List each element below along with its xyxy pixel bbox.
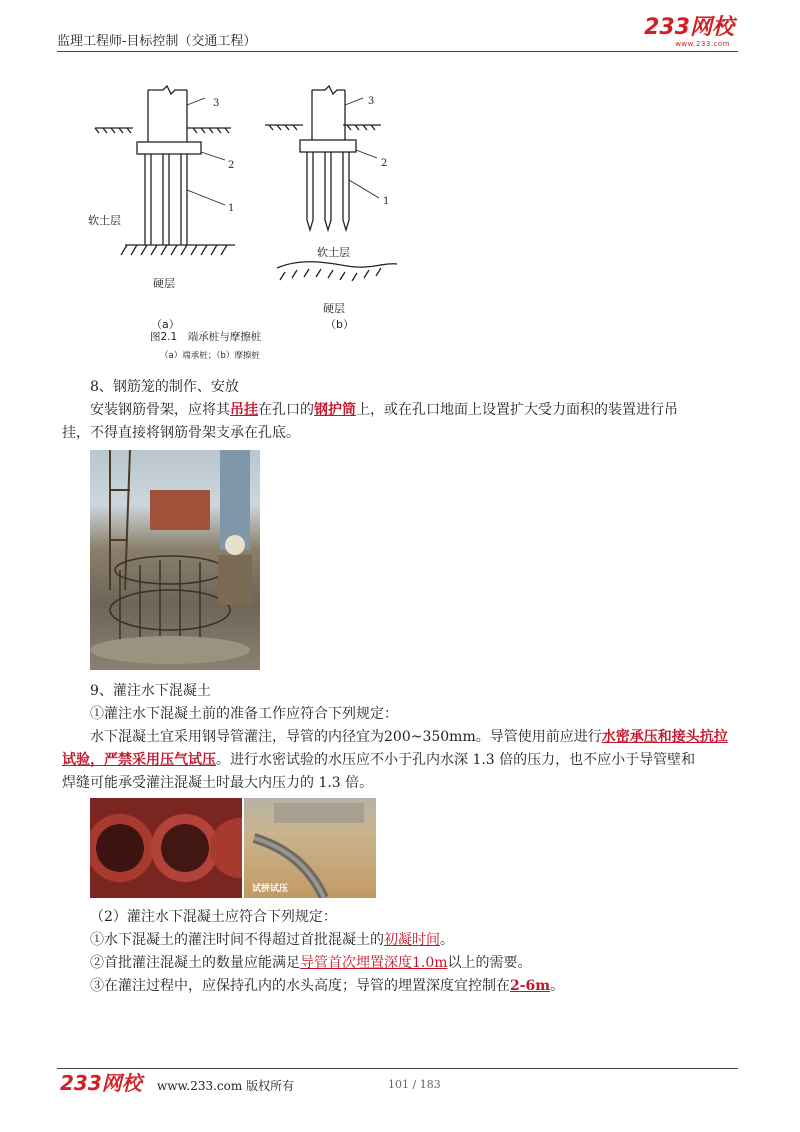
highlight-pressure-test: 水密承压和接头抗拉	[601, 729, 728, 745]
footer-logo: 233网校	[60, 1071, 142, 1095]
footer-divider	[57, 1068, 738, 1069]
text: 。进行水密试验的水压应不小于孔内水深 1.3 倍的压力，也不应小于导管壁和	[216, 752, 696, 768]
figure-caption: 图2.1 端承桩与摩擦桩	[150, 331, 262, 343]
text: ③在灌注过程中，应保持孔内的水头高度；导管的埋置深度宜控制在	[90, 978, 510, 994]
section-8-heading: 8、钢筋笼的制作、安放	[90, 379, 239, 395]
section-8-line2: 挂，不得直接将钢筋骨架支承在孔底。	[62, 425, 300, 441]
text: 。	[440, 932, 454, 948]
label-num3-a: 3	[213, 98, 220, 109]
hard-layer-label-a: 硬层	[153, 277, 175, 290]
photo-label: 试拼试压	[252, 884, 289, 894]
text: 以上的需要。	[447, 955, 532, 971]
document-header-title: 监理工程师-目标控制（交通工程）	[57, 34, 257, 49]
page-number: 101 / 183	[388, 1078, 441, 1091]
label-num1-a: 1	[228, 203, 235, 214]
pipe-test-photo	[244, 798, 376, 898]
text: 上，或在孔口地面上设置扩大受力面积的装置进行吊	[356, 402, 678, 418]
section-9-item3	[90, 975, 564, 998]
label-num3-b: 3	[368, 96, 375, 107]
label-num2-a: 2	[228, 160, 235, 171]
section-9-line3: 焊缝可能承受灌注混凝土时最大内压力的 1.3 倍。	[62, 775, 374, 791]
highlight-embed-depth: 导管首次埋置深度1.0m	[300, 955, 448, 971]
soft-layer-label-a: 软土层	[88, 214, 121, 227]
section-9-heading: 9、灌注水下混凝土	[90, 683, 211, 699]
footer-copyright: www.233.com 版权所有	[157, 1079, 295, 1093]
rebar-cage-photo	[90, 450, 260, 670]
label-b: （b）	[325, 318, 354, 331]
text: 安装钢筋骨架，应将其	[90, 402, 230, 418]
label-num1-b: 1	[383, 196, 390, 207]
text: ②首批灌注混凝土的数量应能满足	[90, 955, 300, 971]
header-divider	[57, 51, 738, 52]
soft-layer-label-b: 软土层	[317, 246, 350, 259]
text: 水下混凝土宜采用钢导管灌注，导管的内径宜为200~350mm。导管使用前应进行	[90, 729, 602, 745]
diagram-a	[95, 86, 235, 255]
brand-logo: 233网校	[644, 15, 734, 40]
section-8-line1	[90, 399, 678, 422]
highlight-initial-set: 初凝时间	[384, 932, 440, 948]
text: 在孔口的	[258, 402, 314, 418]
label-a: （a）	[151, 318, 180, 331]
section-9-item1	[90, 929, 454, 952]
figure-subcaption: （a）端承桩；（b）摩擦桩	[160, 351, 260, 361]
pile-diagram	[85, 80, 415, 370]
text: ①水下混凝土的灌注时间不得超过首批混凝土的	[90, 932, 384, 948]
section-9-sub2: （2）灌注水下混凝土应符合下列规定：	[90, 909, 337, 925]
highlight-depth-range: 2-6m	[510, 978, 551, 994]
highlight-no-air-test: 试验，严禁采用压气试压	[62, 752, 216, 768]
section-9-item2	[90, 952, 532, 975]
pipe-photo	[90, 798, 242, 898]
section-9-line2	[62, 749, 695, 772]
brand-logo-url: www.233.com	[675, 40, 730, 48]
section-9-line1	[90, 726, 728, 749]
section-9-sub1: ①灌注水下混凝土前的准备工作应符合下列规定：	[90, 706, 398, 722]
highlight-hang: 吊挂	[230, 402, 258, 418]
highlight-steel-casing: 钢护筒	[314, 402, 356, 418]
text: 。	[550, 978, 565, 994]
label-num2-b: 2	[381, 158, 388, 169]
hard-layer-label-b: 硬层	[323, 302, 345, 315]
